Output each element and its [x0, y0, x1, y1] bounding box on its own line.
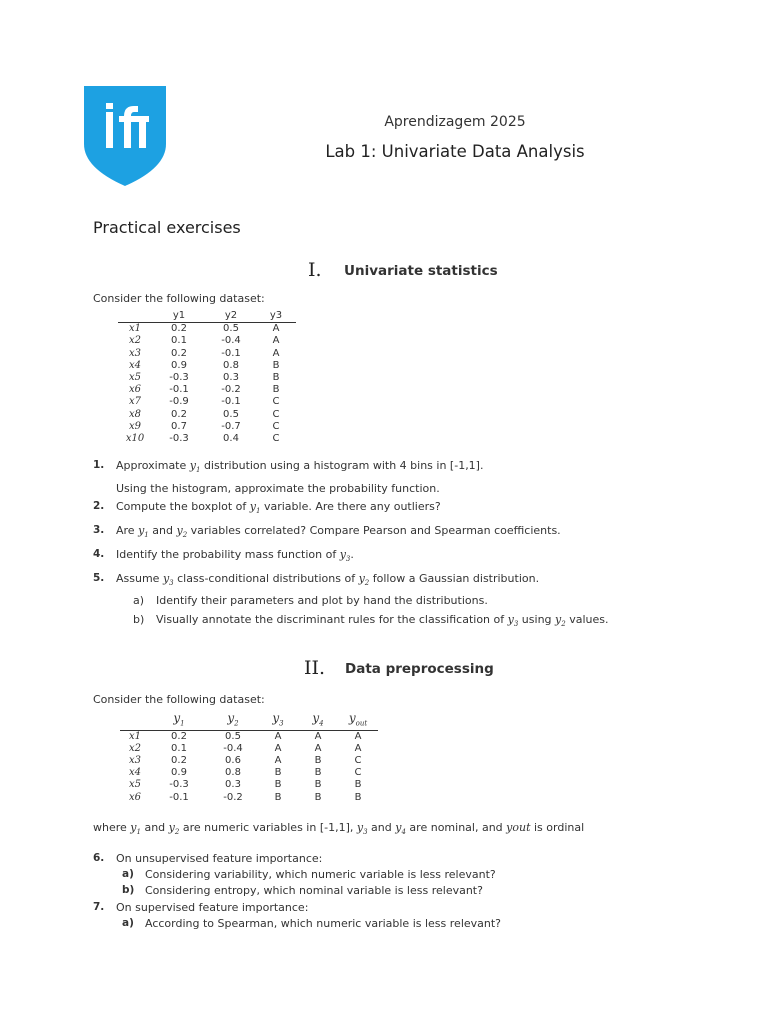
- table-row: [118, 409, 296, 421]
- row-label: x4: [128, 359, 141, 371]
- table-cell: A: [314, 742, 322, 754]
- table-row: [118, 384, 296, 396]
- table-cell: 0.4: [223, 433, 239, 445]
- dataset-1-intro: Consider the following dataset:: [93, 292, 265, 305]
- ist-logo: [84, 86, 166, 186]
- row-label: x4: [128, 767, 141, 779]
- table-cell: 0.8: [223, 359, 239, 371]
- table-cell: B: [314, 779, 322, 791]
- col-header-y4: $y_4$: [298, 712, 338, 730]
- table-cell: -0.4: [223, 742, 243, 754]
- section-1-title: Univariate statistics: [344, 263, 498, 279]
- table-cell: 0.5: [223, 323, 239, 335]
- row-label: x6: [128, 791, 141, 803]
- table-cell: B: [274, 791, 282, 803]
- table-cell: -0.1: [221, 347, 241, 359]
- table-cell: C: [272, 420, 280, 432]
- table-cell: A: [272, 323, 280, 335]
- table-header-row: [118, 310, 296, 323]
- section-2-number: II.: [304, 657, 326, 679]
- table-cell: B: [272, 384, 280, 396]
- table-cell: C: [272, 408, 280, 420]
- table-row: [120, 792, 378, 804]
- row-label: x8: [128, 408, 141, 420]
- row-label: x1: [128, 323, 141, 335]
- table-row: [118, 396, 296, 408]
- practical-title: Practical exercises: [93, 218, 241, 237]
- row-label: x5: [128, 372, 141, 384]
- lab-title: Lab 1: Univariate Data Analysis: [325, 142, 585, 161]
- table-row: [118, 421, 296, 433]
- table-cell: B: [272, 359, 280, 371]
- col-header: y1: [152, 310, 206, 323]
- row-label: x2: [128, 335, 141, 347]
- col-header-y3: $y_3$: [258, 712, 298, 730]
- table-cell: 0.9: [171, 359, 187, 371]
- dataset-1-table: [118, 310, 296, 445]
- table-cell: -0.3: [169, 779, 189, 791]
- table-cell: -0.3: [169, 433, 189, 445]
- table-row: [120, 755, 378, 767]
- table-cell: 0.3: [223, 372, 239, 384]
- row-label: x3: [128, 755, 141, 766]
- table-cell: C: [354, 767, 362, 779]
- table-row: [120, 767, 378, 779]
- table-cell: -0.1: [169, 791, 189, 803]
- table-cell: 0.3: [225, 779, 241, 791]
- table-cell: -0.2: [221, 384, 241, 396]
- table-cell: -0.3: [169, 372, 189, 384]
- table-cell: B: [314, 755, 322, 766]
- row-label: x2: [128, 742, 141, 754]
- table-cell: 0.2: [171, 347, 187, 359]
- table-row: [120, 743, 378, 755]
- table-cell: -0.4: [221, 335, 241, 347]
- table-cell: A: [354, 730, 362, 742]
- table-row: [118, 372, 296, 384]
- table-cell: 0.6: [225, 755, 241, 766]
- table-cell: C: [272, 396, 280, 408]
- col-header: y3: [256, 310, 296, 323]
- table-cell: 0.2: [171, 323, 187, 335]
- table-cell: 0.9: [171, 767, 187, 779]
- table-cell: 0.2: [171, 408, 187, 420]
- row-label: x10: [125, 433, 145, 445]
- table-cell: B: [354, 779, 362, 791]
- table-cell: B: [314, 767, 322, 779]
- dataset-2-table: [120, 712, 378, 804]
- dataset-2-intro: Consider the following dataset:: [93, 693, 265, 706]
- table-cell: 0.8: [225, 767, 241, 779]
- table-cell: -0.7: [221, 420, 241, 432]
- table-cell: B: [354, 791, 362, 803]
- table-cell: 0.1: [171, 335, 187, 347]
- row-label: x5: [128, 779, 141, 791]
- table-cell: -0.2: [223, 791, 243, 803]
- table-cell: A: [314, 730, 322, 742]
- table-cell: 0.1: [171, 742, 187, 754]
- table-cell: 0.5: [223, 408, 239, 420]
- table-cell: B: [274, 767, 282, 779]
- table-row: [118, 433, 296, 445]
- table-cell: B: [274, 779, 282, 791]
- table-cell: B: [314, 791, 322, 803]
- section-1-number: I.: [308, 259, 322, 281]
- col-header: y2: [206, 310, 256, 323]
- table-cell: A: [272, 347, 280, 359]
- table-header-row: [120, 712, 378, 730]
- table-cell: 0.5: [225, 730, 241, 742]
- table-cell: B: [272, 372, 280, 384]
- col-header-yout: $y_{out}$: [338, 712, 378, 730]
- row-label: x3: [128, 347, 141, 359]
- table-cell: C: [272, 433, 280, 445]
- table-row: [118, 335, 296, 347]
- table-cell: -0.1: [169, 384, 189, 396]
- table-row: [118, 360, 296, 372]
- course-name: Aprendizagem 2025: [384, 114, 526, 130]
- table-cell: 0.2: [171, 730, 187, 742]
- table-cell: A: [274, 730, 282, 742]
- table-row: [120, 730, 378, 743]
- table-cell: A: [274, 742, 282, 754]
- col-header-y1: $y_1$: [150, 712, 208, 730]
- row-label: x9: [128, 420, 141, 432]
- table-row: [118, 323, 296, 336]
- table-cell: A: [354, 742, 362, 754]
- row-label: x1: [128, 730, 141, 742]
- table-cell: -0.1: [221, 396, 241, 408]
- col-header-y2: $y_2$: [208, 712, 258, 730]
- question-1-continuation: Using the histogram, approximate the probability function.: [116, 482, 440, 495]
- table-cell: -0.9: [169, 396, 189, 408]
- table-cell: A: [272, 335, 280, 347]
- section-2-title: Data preprocessing: [345, 661, 494, 677]
- table-cell: 0.2: [171, 755, 187, 766]
- table-cell: 0.7: [171, 420, 187, 432]
- table-row: [118, 348, 296, 360]
- row-label: x6: [128, 384, 141, 396]
- table-cell: C: [354, 755, 362, 766]
- table-row: [120, 779, 378, 791]
- table-cell: A: [274, 755, 282, 766]
- row-label: x7: [128, 396, 141, 408]
